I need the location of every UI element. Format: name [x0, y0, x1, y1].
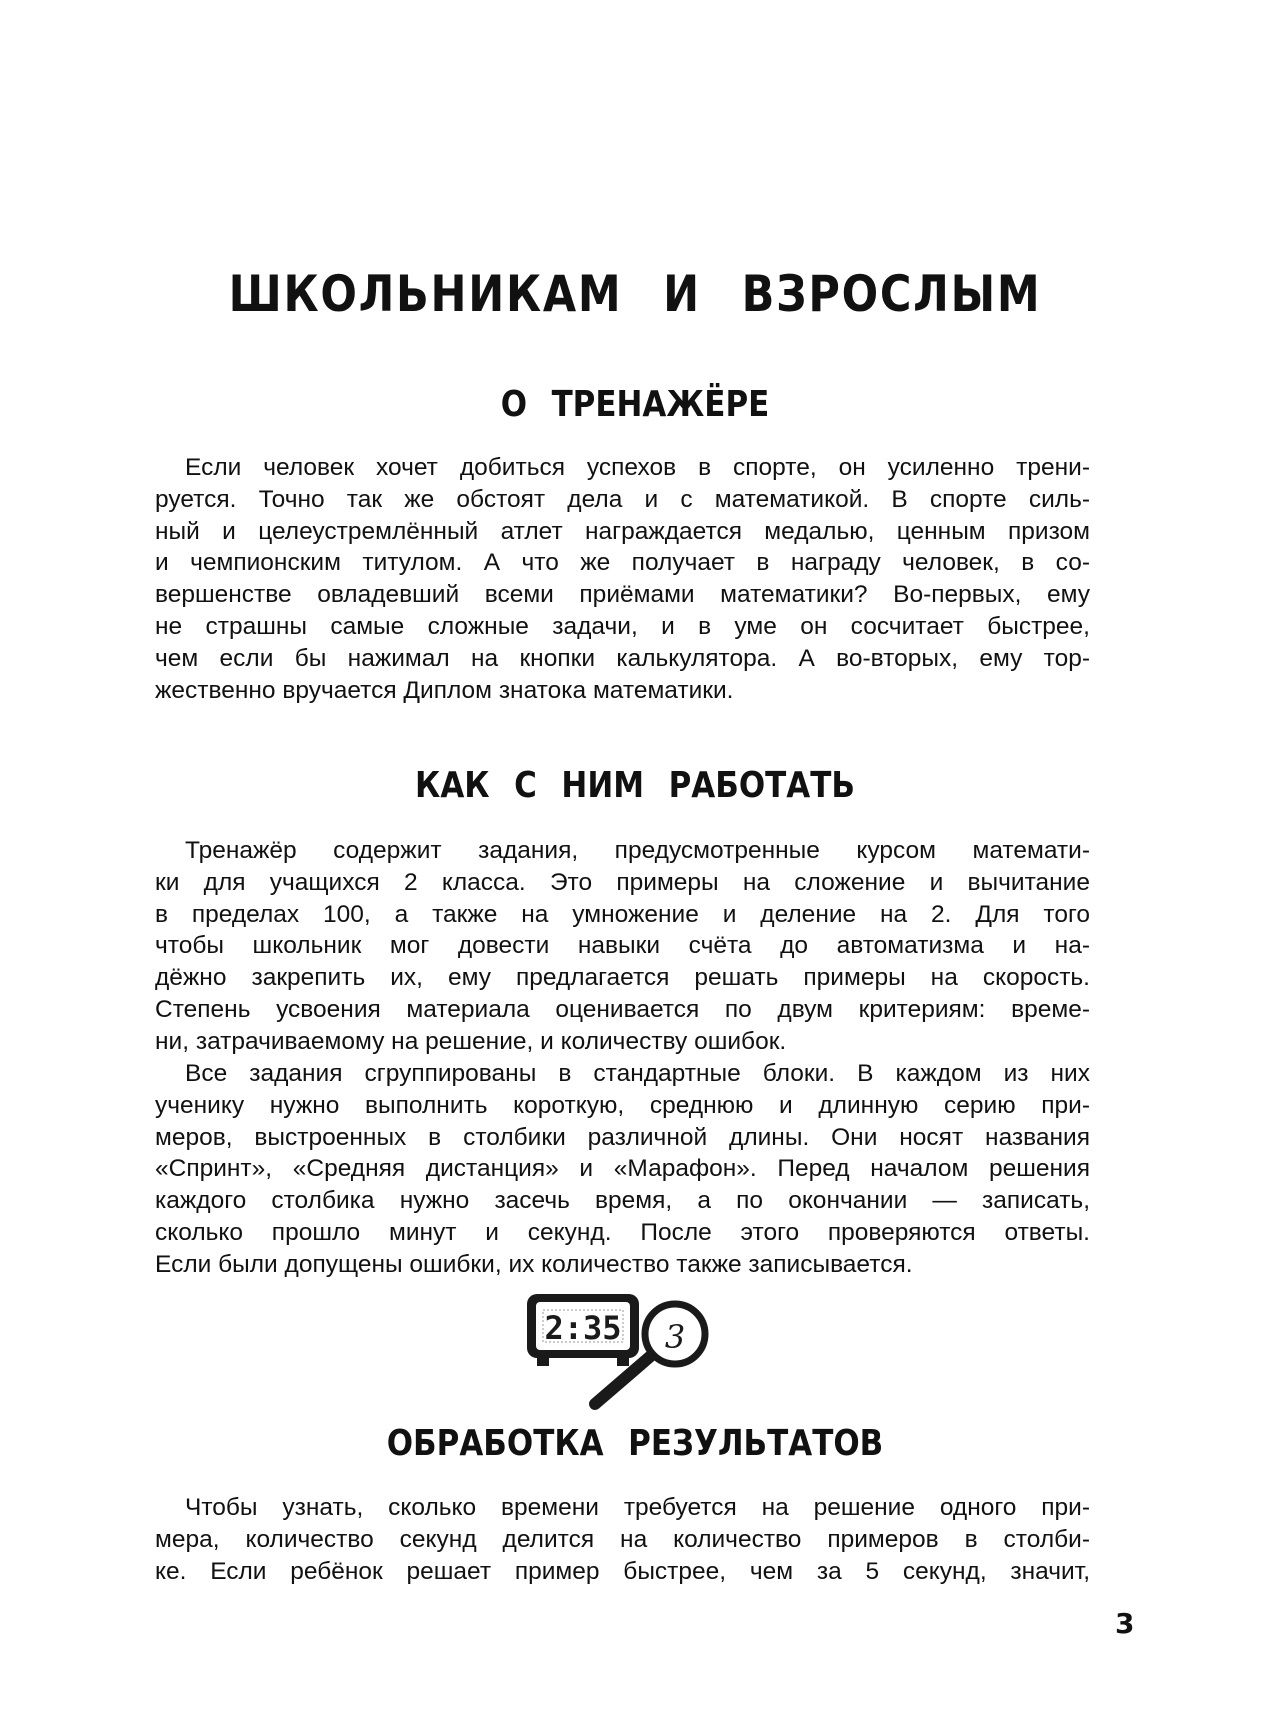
- text-line: Степень усвоения материала оценивается по двум критериям: време-: [155, 995, 1090, 1023]
- text-line: ке. Если ребёнок решает пример быстрее, чем за 5 секунд, значит,: [155, 1557, 1090, 1585]
- magnifier-label: 3: [664, 1318, 686, 1356]
- paragraph-how-to-use-1: [155, 835, 1090, 1058]
- paragraph-about: [155, 452, 1090, 706]
- text-line: вершенстве овладевший всеми приёмами математики? Во-первых, ему: [155, 581, 1090, 609]
- text-line: дёжно закрепить их, ему предлагается решать примеры на скорость.: [155, 964, 1090, 992]
- page-title: ШКОЛЬНИКАМ И ВЗРОСЛЫМ: [228, 265, 1042, 323]
- stopwatch-magnifier-icon: [525, 1292, 725, 1412]
- page-number: 3: [1115, 1607, 1135, 1640]
- digital-clock-icon: [527, 1294, 639, 1366]
- section-heading-about: О ТРЕНАЖЁРЕ: [500, 384, 770, 425]
- text-line: «Спринт», «Средняя дистанция» и «Марафон». Перед началом решения: [155, 1155, 1090, 1183]
- paragraph-how-to-use-2: [155, 1058, 1090, 1281]
- text-line: мера, количество секунд делится на количество примеров в столби-: [155, 1525, 1090, 1553]
- text-line: не страшны самые сложные задачи, и в уме он сосчитает быстрее,: [155, 612, 1090, 640]
- text-line: Чтобы узнать, сколько времени требуется на решение одного при-: [185, 1494, 1090, 1521]
- text-line: руется. Точно так же обстоят дела и с математикой. В спорте силь-: [155, 485, 1090, 513]
- text-line: Тренажёр содержит задания, предусмотренные курсом математи-: [185, 837, 1090, 864]
- text-line: и чемпионским титулом. А что же получает в награду человек, в со-: [155, 549, 1090, 577]
- text-line: ный и целеустремлённый атлет награждается медалью, ценным призом: [155, 517, 1090, 545]
- text-line: ки для учащихся 2 класса. Это примеры на сложение и вычитание: [155, 868, 1090, 896]
- text-line: меров, выстроенных в столбики различной длины. Они носят названия: [155, 1123, 1090, 1151]
- text-line: ни, затрачиваемому на решение, и количеству ошибок.: [155, 1027, 787, 1055]
- text-line: каждого столбика нужно засечь время, а по окончании — записать,: [155, 1187, 1090, 1215]
- section-heading-how-to-use: КАК С НИМ РАБОТАТЬ: [415, 765, 855, 806]
- text-line: в пределах 100, а также на умножение и деление на 2. Для того: [155, 900, 1090, 928]
- text-line: Если человек хочет добиться успехов в спорте, он усиленно трени-: [185, 454, 1090, 481]
- section-heading-results: ОБРАБОТКА РЕЗУЛЬТАТОВ: [386, 1423, 884, 1464]
- text-line: ученику нужно выполнить короткую, среднюю и длинную серию при-: [155, 1091, 1090, 1119]
- text-line: жественно вручается Диплом знатока математики.: [155, 676, 734, 704]
- text-line: Если были допущены ошибки, их количество также записывается.: [155, 1250, 913, 1278]
- clock-display-time: 2:35: [544, 1309, 622, 1347]
- text-line: сколько прошло минут и секунд. После этого проверяются ответы.: [155, 1218, 1090, 1246]
- paragraph-results: [155, 1492, 1090, 1587]
- text-line: Все задания сгруппированы в стандартные блоки. В каждом из них: [185, 1060, 1090, 1087]
- text-line: чтобы школьник мог довести навыки счёта до автоматизма и на-: [155, 932, 1090, 960]
- text-line: чем если бы нажимал на кнопки калькулятора. А во-вторых, ему тор-: [155, 644, 1090, 672]
